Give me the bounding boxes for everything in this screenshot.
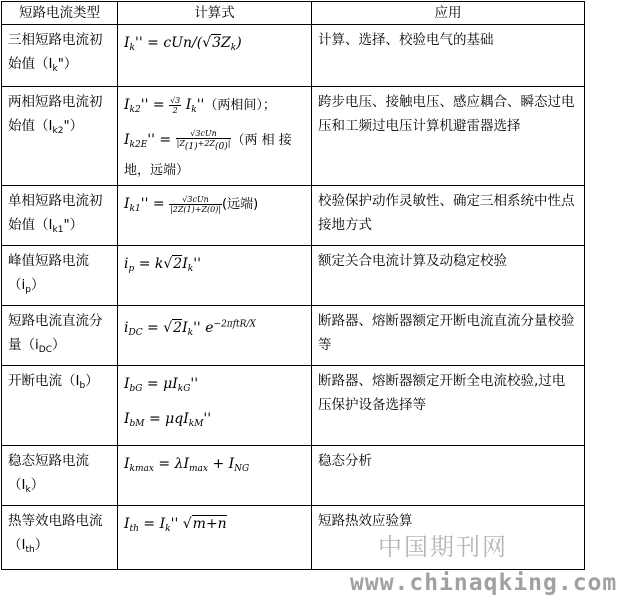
formula: $I_{k2}''$ = $\frac{√3}{2}$ $I_k''$（两相间）； xyxy=(124,95,276,115)
table-row xyxy=(2,87,585,186)
table-row xyxy=(2,186,585,246)
formula-cell xyxy=(118,306,312,366)
formula-note: 地，远端） xyxy=(124,163,190,178)
header-application: 应用 xyxy=(312,2,585,25)
formula: $I_{k2E}''$ = $\frac{\text{√3cUn}}{|Z_{(1)}+2Z_{(0)}|}$ （两 相 接 xyxy=(124,128,292,152)
application-cell: 稳态分析 xyxy=(312,446,585,506)
type-cell xyxy=(2,506,118,570)
application-cell: 断路器、熔断器额定开断电流直流分量校验等 xyxy=(312,306,585,366)
application-cell: 短路热效应验算 xyxy=(312,506,585,570)
type-tail: "） xyxy=(63,118,84,134)
type-label: 热等效电路电流（I xyxy=(8,513,103,553)
formula: $I_{k1}''$ = $\frac{\text{√3cUn}}{|2Z(1)+Z(0)|}$ (远端) xyxy=(124,194,259,214)
type-tail: ） xyxy=(34,537,49,553)
type-subscript: k xyxy=(25,485,31,495)
type-cell xyxy=(2,246,118,306)
type-tail: ） xyxy=(85,373,99,389)
application-cell: 计算、选择、校验电气的基础 xyxy=(312,25,585,87)
application-cell: 额定关合电流计算及动稳定校验 xyxy=(312,246,585,306)
type-subscript: k xyxy=(52,64,58,74)
type-cell xyxy=(2,25,118,87)
formula-cell xyxy=(118,87,312,186)
type-tail: "） xyxy=(63,217,84,233)
table-row xyxy=(2,306,585,366)
type-label: 三相短路电流初始值（I xyxy=(8,32,103,72)
header-type: 短路电流类型 xyxy=(2,2,118,25)
short-circuit-table xyxy=(1,1,585,570)
type-cell xyxy=(2,306,118,366)
table-row xyxy=(2,366,585,446)
type-label: 单相短路电流初始值（I xyxy=(8,193,103,233)
type-subscript: DC xyxy=(38,345,52,355)
type-subscript: th xyxy=(25,545,35,555)
table-row xyxy=(2,446,585,506)
type-label: 两相短路电流初始值（I xyxy=(8,94,103,134)
type-cell xyxy=(2,446,118,506)
application-cell: 断路器、熔断器额定开断全电流校验,过电压保护设备选择等 xyxy=(312,366,585,446)
type-subscript: b xyxy=(79,381,86,391)
type-label: 开断电流（I xyxy=(8,373,80,389)
formula: $I_k'' = cUn/(√3Z_k)$ xyxy=(124,35,242,53)
type-label: 稳态短路电流（I xyxy=(8,453,89,493)
table-row xyxy=(2,25,585,87)
type-tail: "） xyxy=(57,56,78,72)
formula-cell xyxy=(118,246,312,306)
type-subscript: k2 xyxy=(52,126,64,136)
type-label: 短路电流直流分量（i xyxy=(8,313,103,353)
type-subscript: k1 xyxy=(52,225,64,235)
formula-cell xyxy=(118,366,312,446)
formula-cell xyxy=(118,446,312,506)
type-tail: ） xyxy=(30,277,45,293)
type-cell xyxy=(2,186,118,246)
type-subscript: p xyxy=(25,285,31,295)
application-cell: 校验保护动作灵敏性、确定三相系统中性点接地方式 xyxy=(312,186,585,246)
formula: $I_{bM} = \mu qI_{kM}''$ xyxy=(124,411,212,429)
type-cell xyxy=(2,87,118,186)
formula: $i_{DC} = √2I_k''$ $e^{-2\pi ftR/X}$ xyxy=(124,319,256,338)
type-label: 峰值短路电流（i xyxy=(8,253,89,293)
formula: $I_{bG} = \mu I_{kG}''$ xyxy=(124,376,199,394)
table-row xyxy=(2,246,585,306)
formula-cell xyxy=(118,506,312,570)
type-tail: ） xyxy=(30,477,45,493)
type-tail: ） xyxy=(51,337,66,353)
formula-cell xyxy=(118,25,312,87)
table-header-row xyxy=(2,2,585,25)
formula: $i_p = k√2I_k''$ xyxy=(124,256,201,274)
formula: $I_{kmax} = \lambda I_{max} + I_{NG}$ xyxy=(124,456,250,474)
watermark-url: www.chinaqking.com xyxy=(350,570,617,596)
formula-cell xyxy=(118,186,312,246)
header-formula: 计算式 xyxy=(118,2,312,25)
type-cell xyxy=(2,366,118,446)
watermark-brand: 中国期刊网 xyxy=(378,533,508,561)
formula: $I_{th} = I_k''$ √m+n xyxy=(124,516,227,534)
application-cell: 跨步电压、接触电压、感应耦合、瞬态过电压和工频过电压计算机避雷器选择 xyxy=(312,87,585,186)
